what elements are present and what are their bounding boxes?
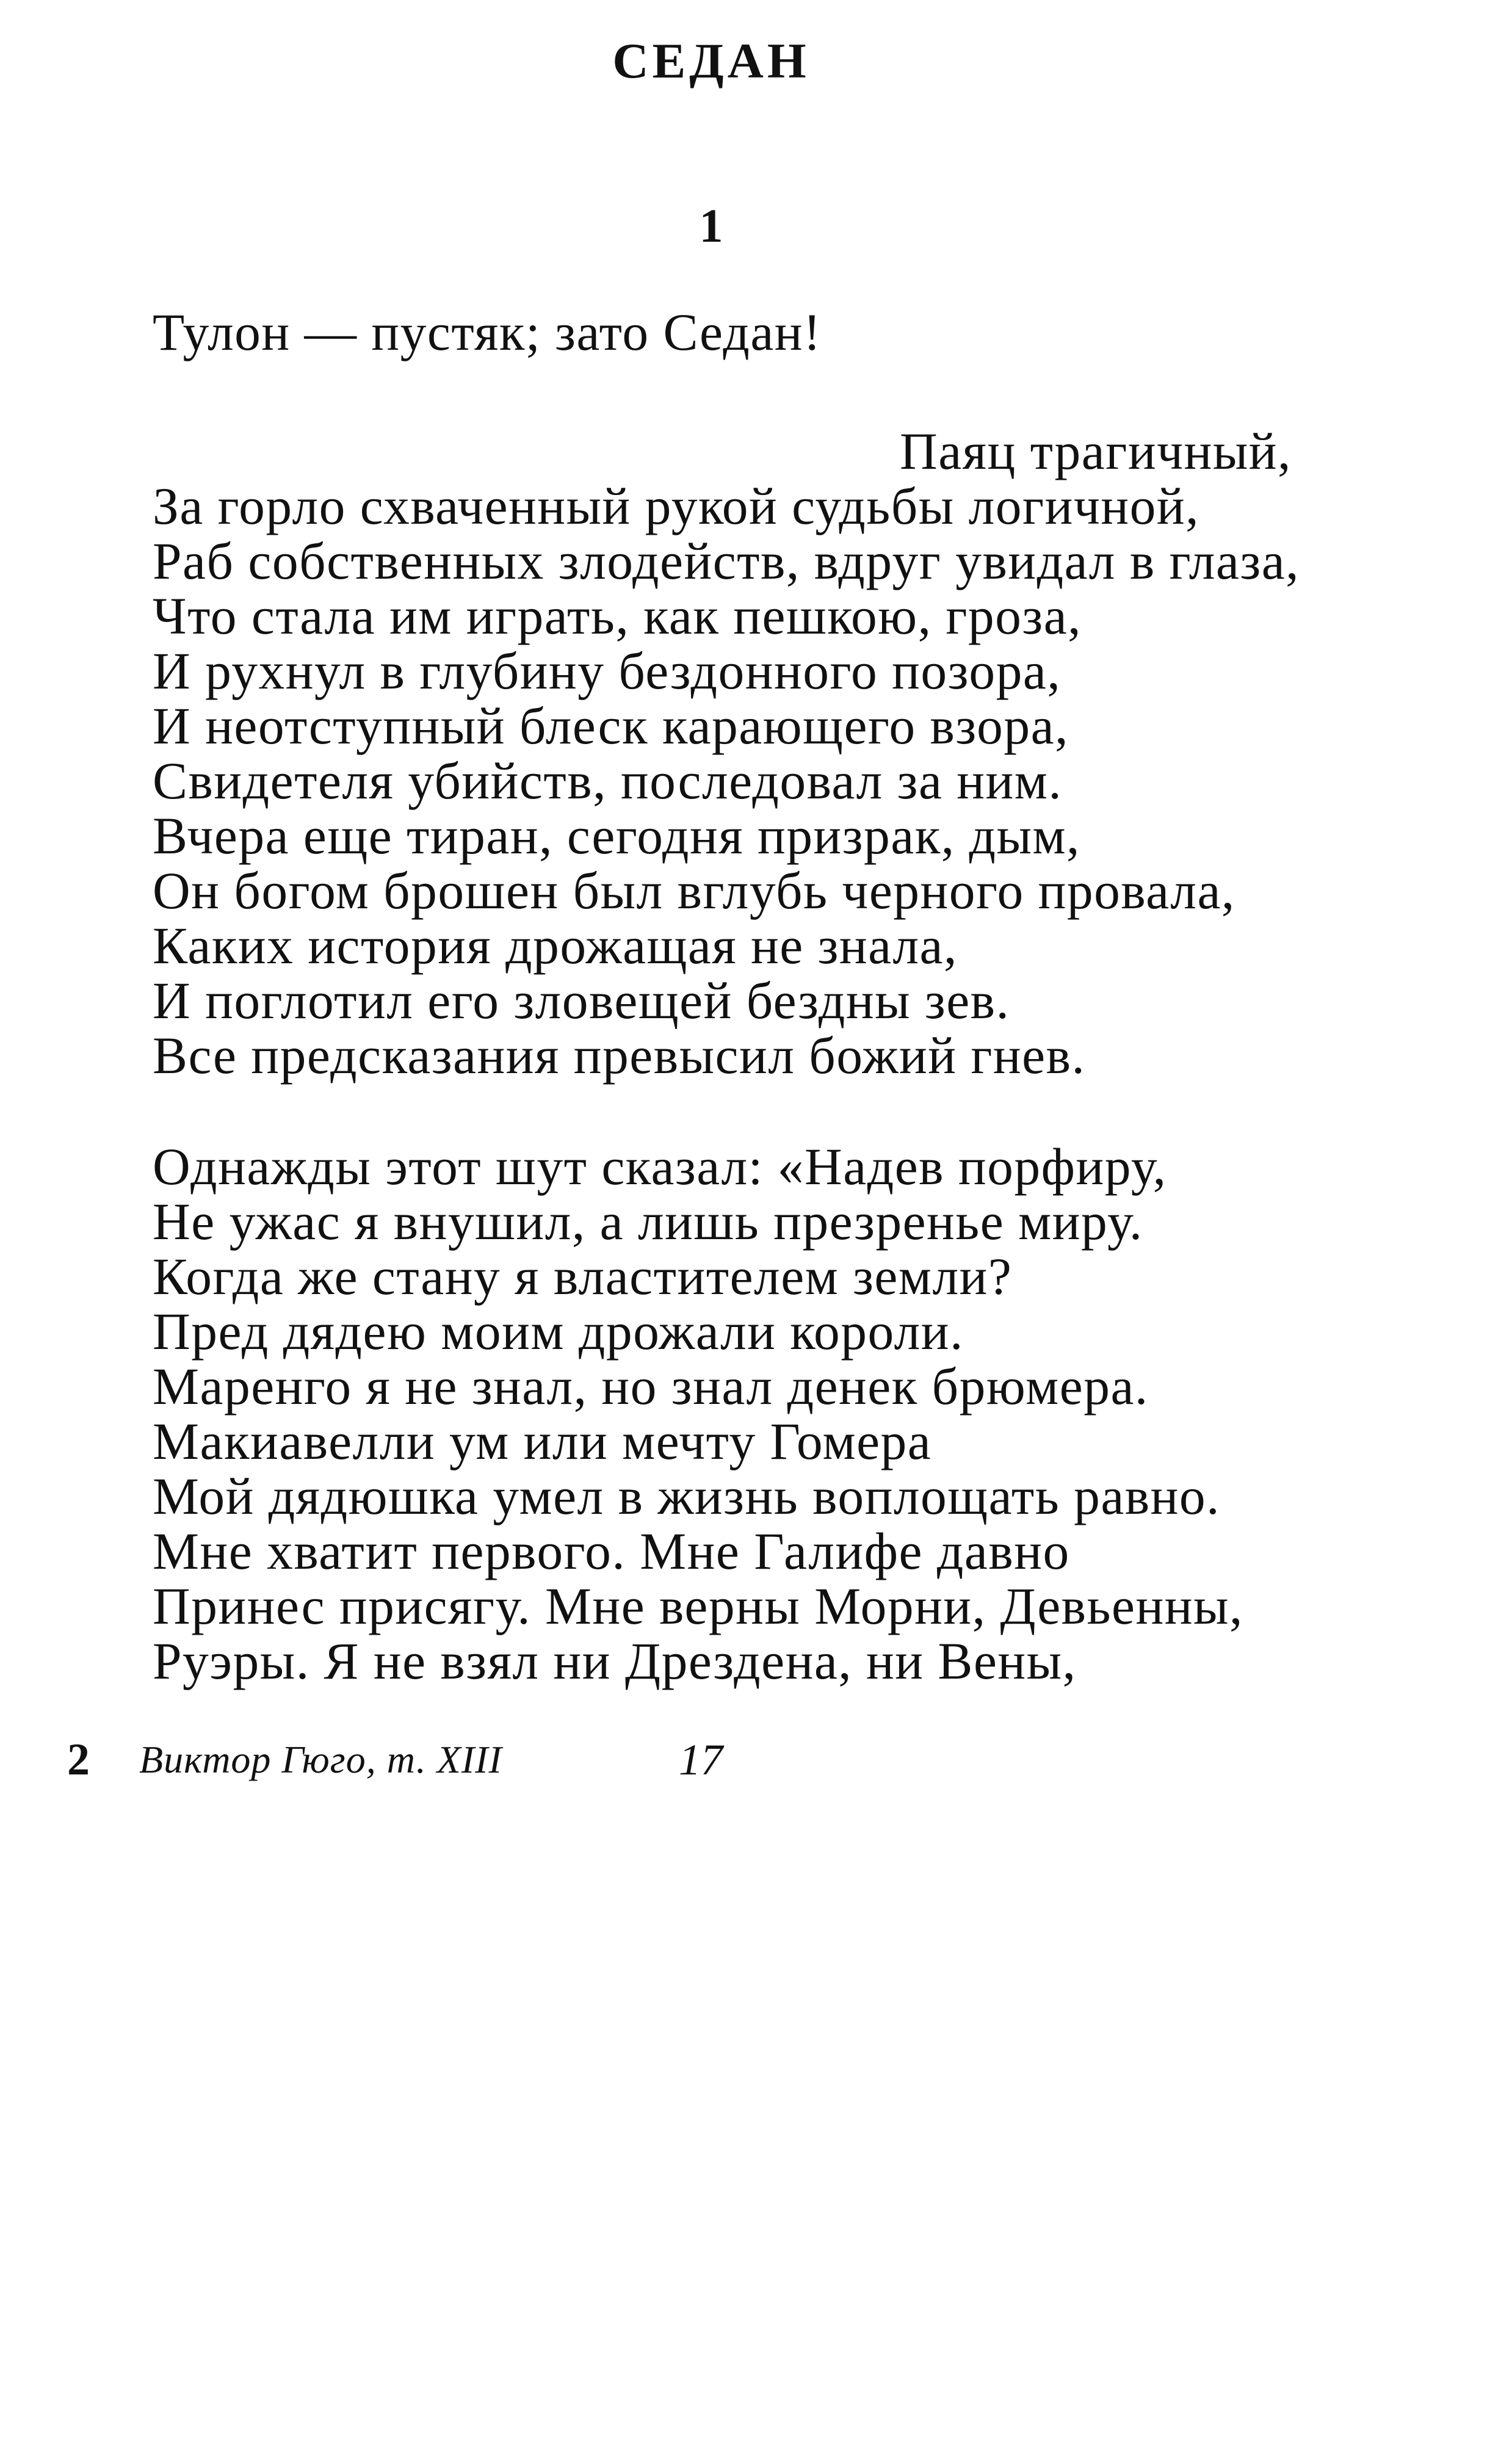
- signature-mark: 2: [67, 1735, 90, 1785]
- stanza-2: [153, 1140, 1496, 1689]
- poem-line: Руэры. Я не взял ни Дрездена, ни Вены,: [153, 1633, 1077, 1690]
- spacer: [153, 360, 1496, 424]
- poem-line: И поглотил его зловещей бездны зев.: [153, 972, 1010, 1030]
- poem-line: За горло схваченный рукой судьбы логичной,: [153, 478, 1199, 535]
- stanza-gap: [153, 1083, 1496, 1140]
- poem-line: Вчера еще тиран, сегодня призрак, дым,: [153, 808, 1080, 865]
- poem-line: Когда же стану я властителем земли?: [153, 1248, 1013, 1306]
- poem-line: И рухнул в глубину бездонного позора,: [153, 643, 1062, 700]
- page-number: 17: [679, 1735, 723, 1784]
- stanza-1: [153, 479, 1496, 1083]
- page-footer: [67, 1732, 1410, 1787]
- poem-line: Маренго я не знал, но знал денек брюмера.: [153, 1358, 1149, 1416]
- poem-line: Однажды этот шут сказал: «Надев порфиру,: [153, 1138, 1167, 1196]
- poem-line: Мой дядюшка умел в жизнь воплощать равно.: [153, 1468, 1221, 1525]
- poem-line: Не ужас я внушил, а лишь презренье миру.: [153, 1193, 1143, 1251]
- footer-source: Виктор Гюго, т. XIII: [139, 1738, 502, 1781]
- poem-line: Все предсказания превысил божий гнев.: [153, 1027, 1086, 1085]
- poem-line: Принес присягу. Мне верны Морни, Девьенны,: [153, 1578, 1243, 1635]
- poem-line: Он богом брошен был вглубь черного провала,: [153, 862, 1235, 920]
- poem-line: Мне хватит первого. Мне Галифе давно: [153, 1523, 1070, 1580]
- poem-title: СЕДАН: [612, 33, 810, 89]
- poem-body: [153, 305, 1496, 1689]
- poem-line: Пред дядею моим дрожали короли.: [153, 1303, 964, 1361]
- poem-line: Раб собственных злодейств, вдруг увидал в глаза,: [153, 533, 1300, 590]
- poem-line: Свидетеля убийств, последовал за ним.: [153, 753, 1063, 810]
- section-number: 1: [699, 199, 723, 252]
- poem-indented-line: Паяц трагичный,: [900, 423, 1292, 480]
- poem-line: Каких история дрожащая не знала,: [153, 917, 958, 975]
- poem-line: Макиавелли ум или мечту Гомера: [153, 1413, 932, 1470]
- poem-first-line: Тулон — пустяк; зато Седан!: [153, 304, 822, 361]
- poem-line: И неотступный блеск карающего взора,: [153, 698, 1069, 755]
- poem-line: Что стала им играть, как пешкою, гроза,: [153, 588, 1082, 645]
